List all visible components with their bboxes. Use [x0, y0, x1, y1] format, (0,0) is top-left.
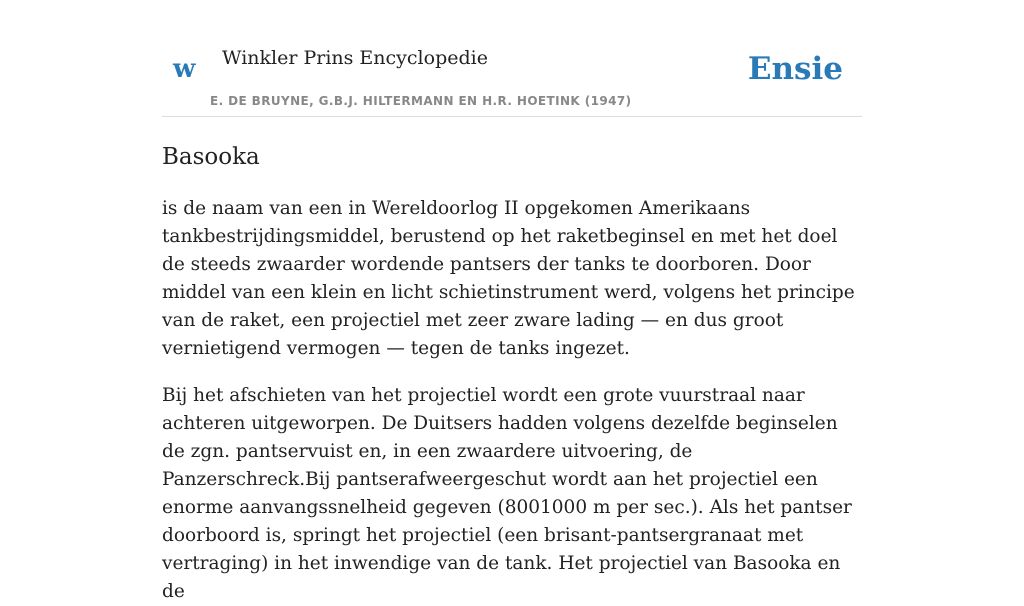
entry-title: Basooka: [162, 144, 260, 170]
entry-paragraph: is de naam van een in Wereldoorlog II opgekomen Amerikaans tankbestrijdingsmiddel, berustend op het raketbeginsel en met het doel de steeds zwaarder wordende pantsers der tanks te doorboren. Door middel van een klein en licht schietinstrument werd, volgens het principe van de raket, een projectiel met zeer zware lading — en dus groot vernietigend vermogen — tegen de tanks ingezet.: [162, 198, 855, 359]
w-logo-icon[interactable]: w: [173, 54, 196, 84]
ensie-logo[interactable]: Ensie: [747, 51, 843, 87]
document-page: [162, 0, 862, 606]
entry-paragraph: Bij het afschieten van het projectiel wordt een grote vuurstraal naar achteren uitgeworpen. De Duitsers hadden volgens dezelfde beginselen de zgn. pantservuist en, in een zwaardere uitvoering, de Panzerschreck.Bij pantserafweergeschut wordt aan het projectiel een enorme aanvangssnelheid gegeven (8001000 m per sec.). Als het pantser doorboord is, springt het projectiel (een brisant-pantsergranaat met vertraging) in het inwendige van de tank. Het projectiel van Basooka en de: [162, 385, 852, 602]
source-header: [162, 0, 862, 117]
source-authors: E. DE BRUYNE, G.B.J. HILTERMANN EN H.R. HOETINK (1947): [210, 94, 632, 108]
source-title[interactable]: Winkler Prins Encyclopedie: [222, 47, 488, 69]
